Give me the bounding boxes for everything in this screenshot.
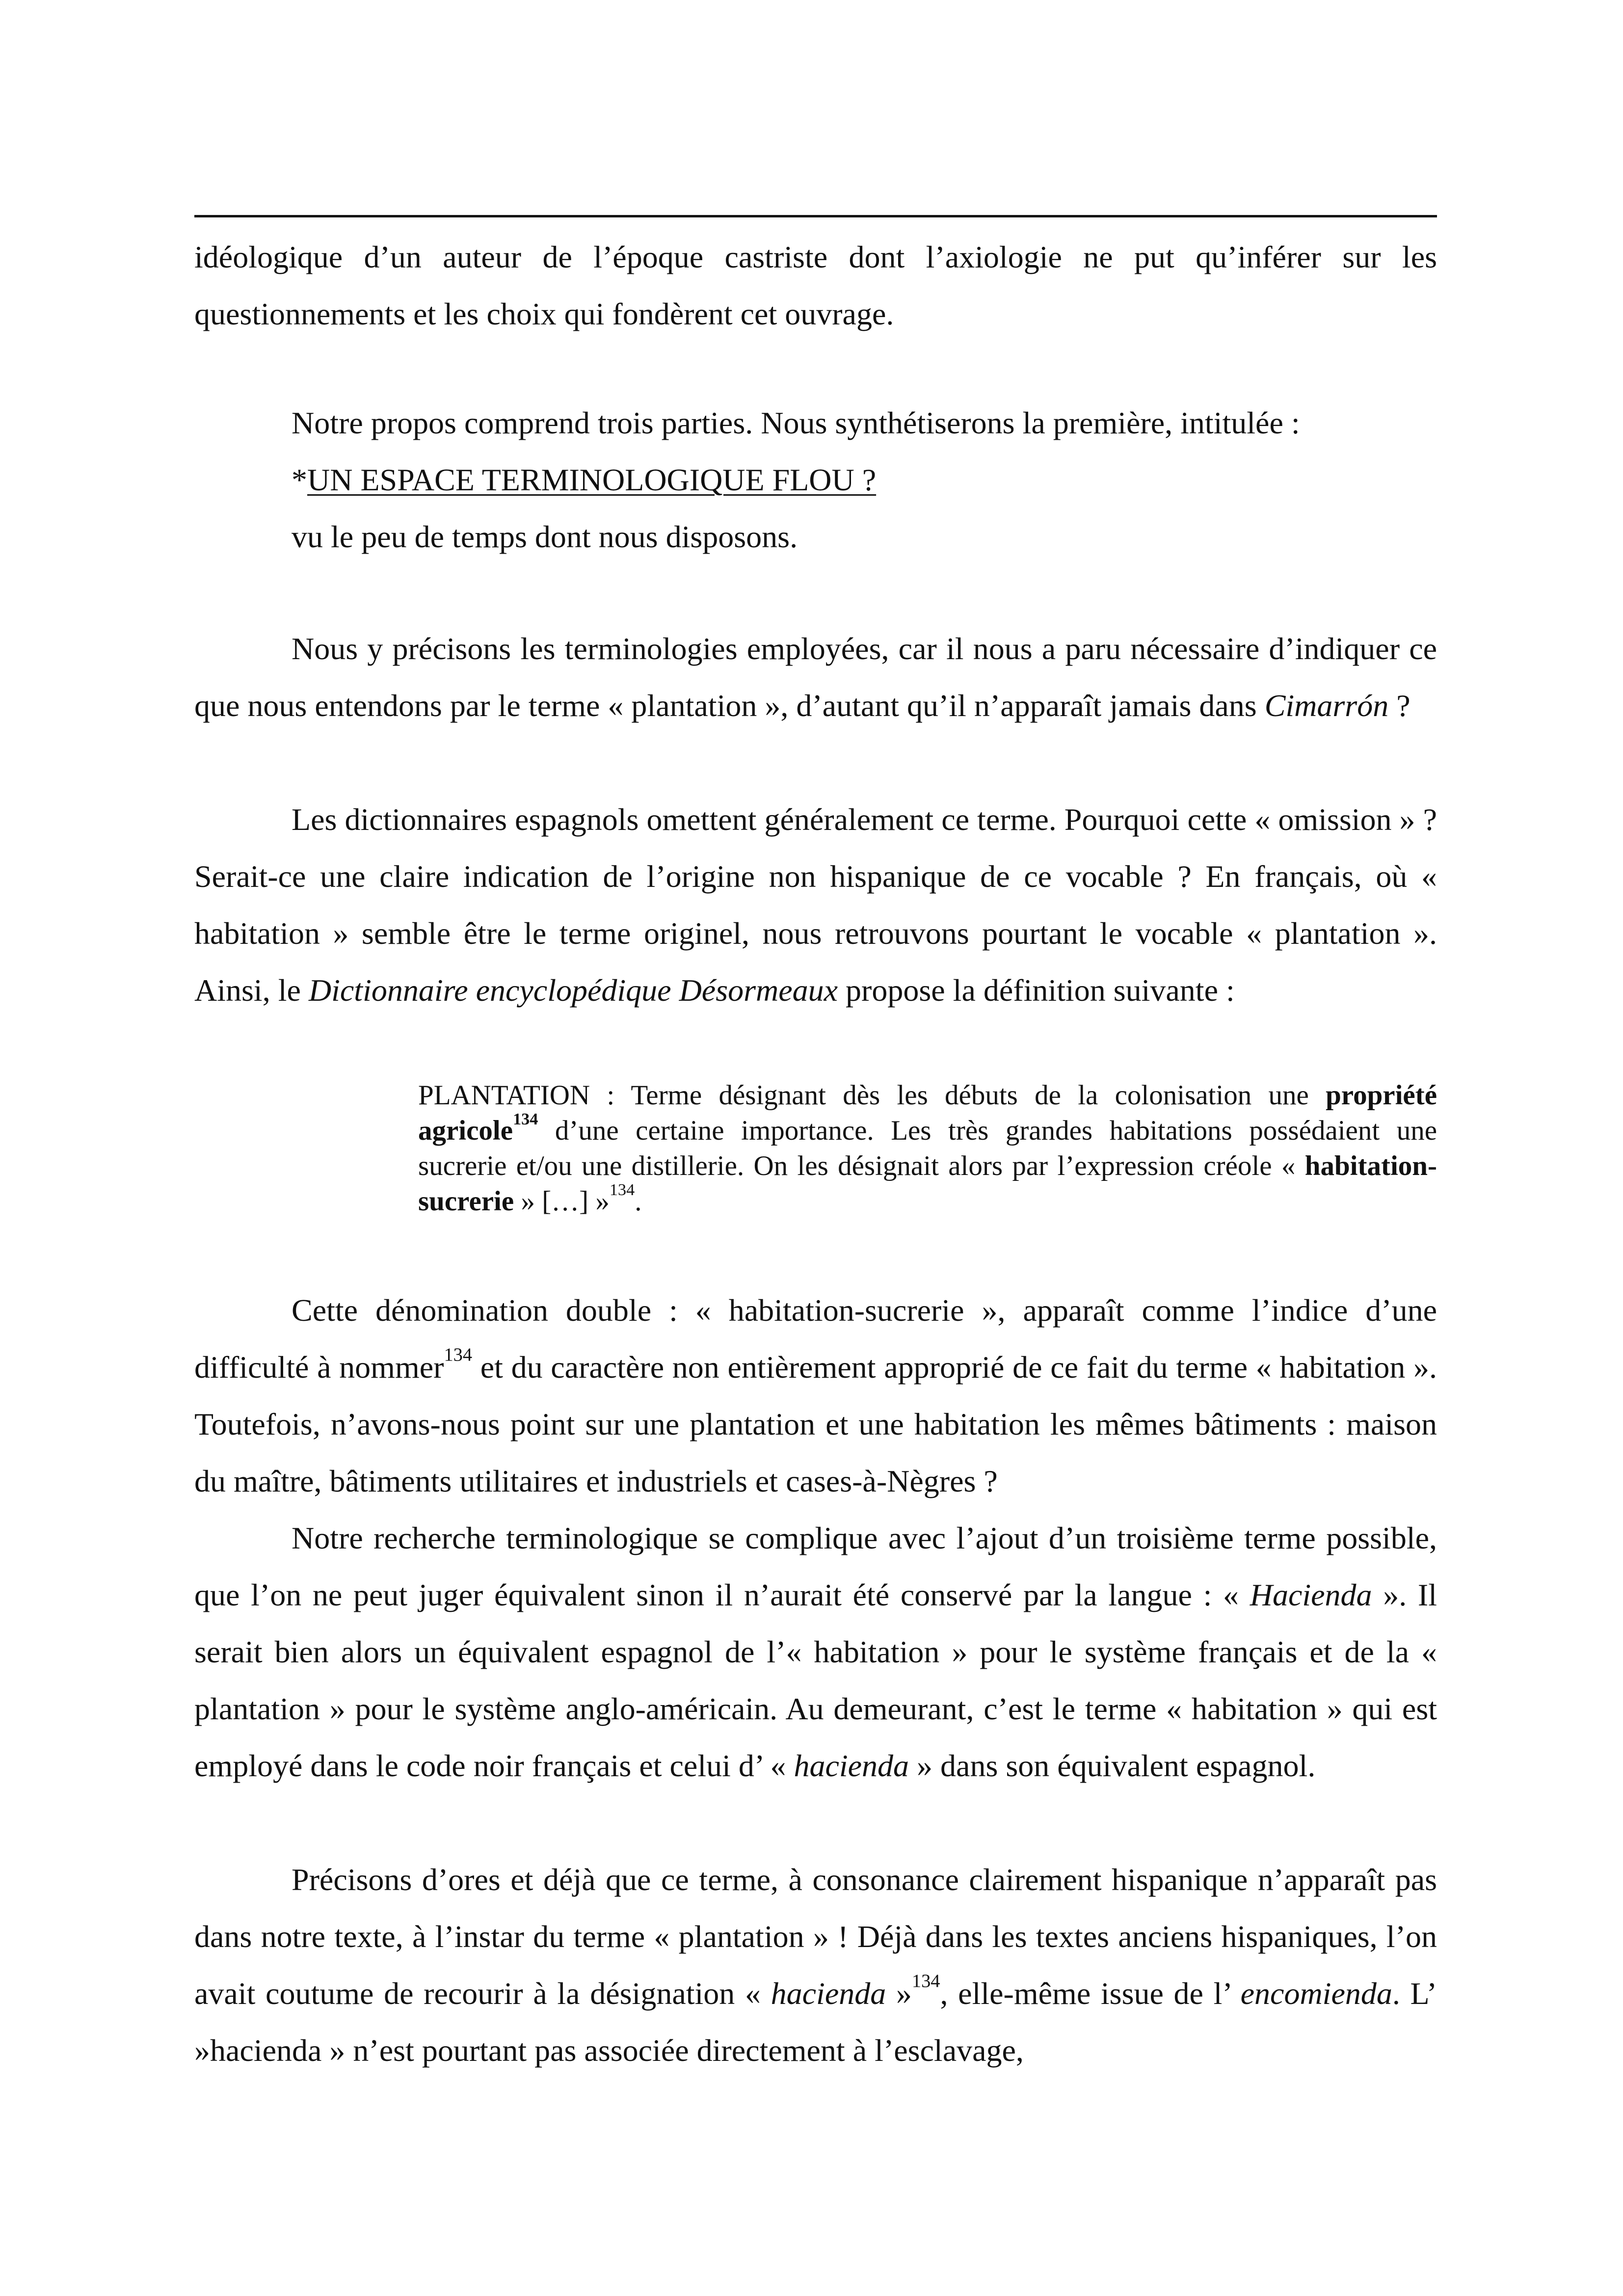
paragraph-plan-outro: vu le peu de temps dont nous disposons. <box>292 519 798 554</box>
footnote-ref: 134 <box>911 1971 940 1992</box>
title-dictionnaire: Dictionnaire encyclopédique Désormeaux <box>308 973 838 1008</box>
title-cimarron: Cimarrón <box>1264 688 1389 723</box>
paragraph-terminology: Nous y précisons les terminologies employées, car il nous a paru nécessaire d’indiquer ce que nous entendons par le terme « plantation », d’autant qu’il n’apparaît jamais dans Cimarrón ? <box>194 631 1437 723</box>
paragraph-continuation: idéologique d’un auteur de l’époque castriste dont l’axiologie ne put qu’inférer sur les questionnements et les choix qui fondèrent cet ouvrage. <box>194 240 1437 331</box>
paragraph-hacienda: Notre recherche terminologique se complique avec l’ajout d’un troisième terme possible, que l’on ne peut juger équivalent sinon il n’aurait été conservé par la langue : « Hacienda ». Il serait bien alors un équivalent espagnol de l’« habitation » pour le système français et de la « plantation » pour le système anglo-américain. Au demeurant, c’est le terme « habitation » qui est employé dans le code noir français et celui d’ « hacienda » dans son équivalent espagnol. <box>194 1521 1437 1783</box>
paragraph-encomienda: Précisons d’ores et déjà que ce terme, à consonance clairement hispanique n’apparaît pas dans notre texte, à l’instar du terme « plantation » ! Déjà dans les textes anciens hispaniques, l’on avait coutume de recourir à la désignation « hacienda »$^{134}$, elle-même issue de l’ encomienda. L’ »hacienda » n’est pourtant pas associée directement à l’esclavage, <box>194 1862 1437 2068</box>
footnote-separator-rule <box>194 215 1437 217</box>
paragraph-plan-intro: Notre propos comprend trois parties. Nous synthétiserons la première, intitulée : <box>292 405 1300 440</box>
section-heading-underlined: UN ESPACE TERMINOLOGIQUE FLOU ? <box>307 462 877 497</box>
footnote-ref: 134 <box>513 1110 538 1129</box>
footnote-ref: 134 <box>444 1344 473 1365</box>
paragraph-double-denomination: Cette dénomination double : « habitation-sucrerie », apparaît comme l’indice d’une difficulté à nommer$^{134}$ et du caractère non entièrement approprié de ce fait du terme « habitation ». Toutefois, n’avons-nous point sur une plantation et une habitation les mêmes bâtiments : maison du maître, bâtiments utilitaires et industriels et cases-à-Nègres ? <box>194 1293 1437 1498</box>
block-quote-definition: PLANTATION : Terme désignant dès les débuts de la colonisation une propriété agricole$^{134}$ d’une certaine importance. Les très grandes habitations possédaient une sucrerie et/ou une distillerie. On les désignait alors par l’expression créole « habitation-sucrerie » […] »$^{134}$. <box>418 1080 1437 1217</box>
section-heading-line: *UN ESPACE TERMINOLOGIQUE FLOU ? <box>292 462 877 497</box>
footnote-ref: 134 <box>609 1181 635 1200</box>
paragraph-dictionaries: Les dictionnaires espagnols omettent généralement ce terme. Pourquoi cette « omission » ? Serait-ce une claire indication de l’origine non hispanique de ce vocable ? En français, où « habitation » semble être le terme originel, nous retrouvons pourtant le vocable « plantation ». Ainsi, le Dictionnaire encyclopédique Désormeaux propose la définition suivante : <box>194 802 1437 1008</box>
